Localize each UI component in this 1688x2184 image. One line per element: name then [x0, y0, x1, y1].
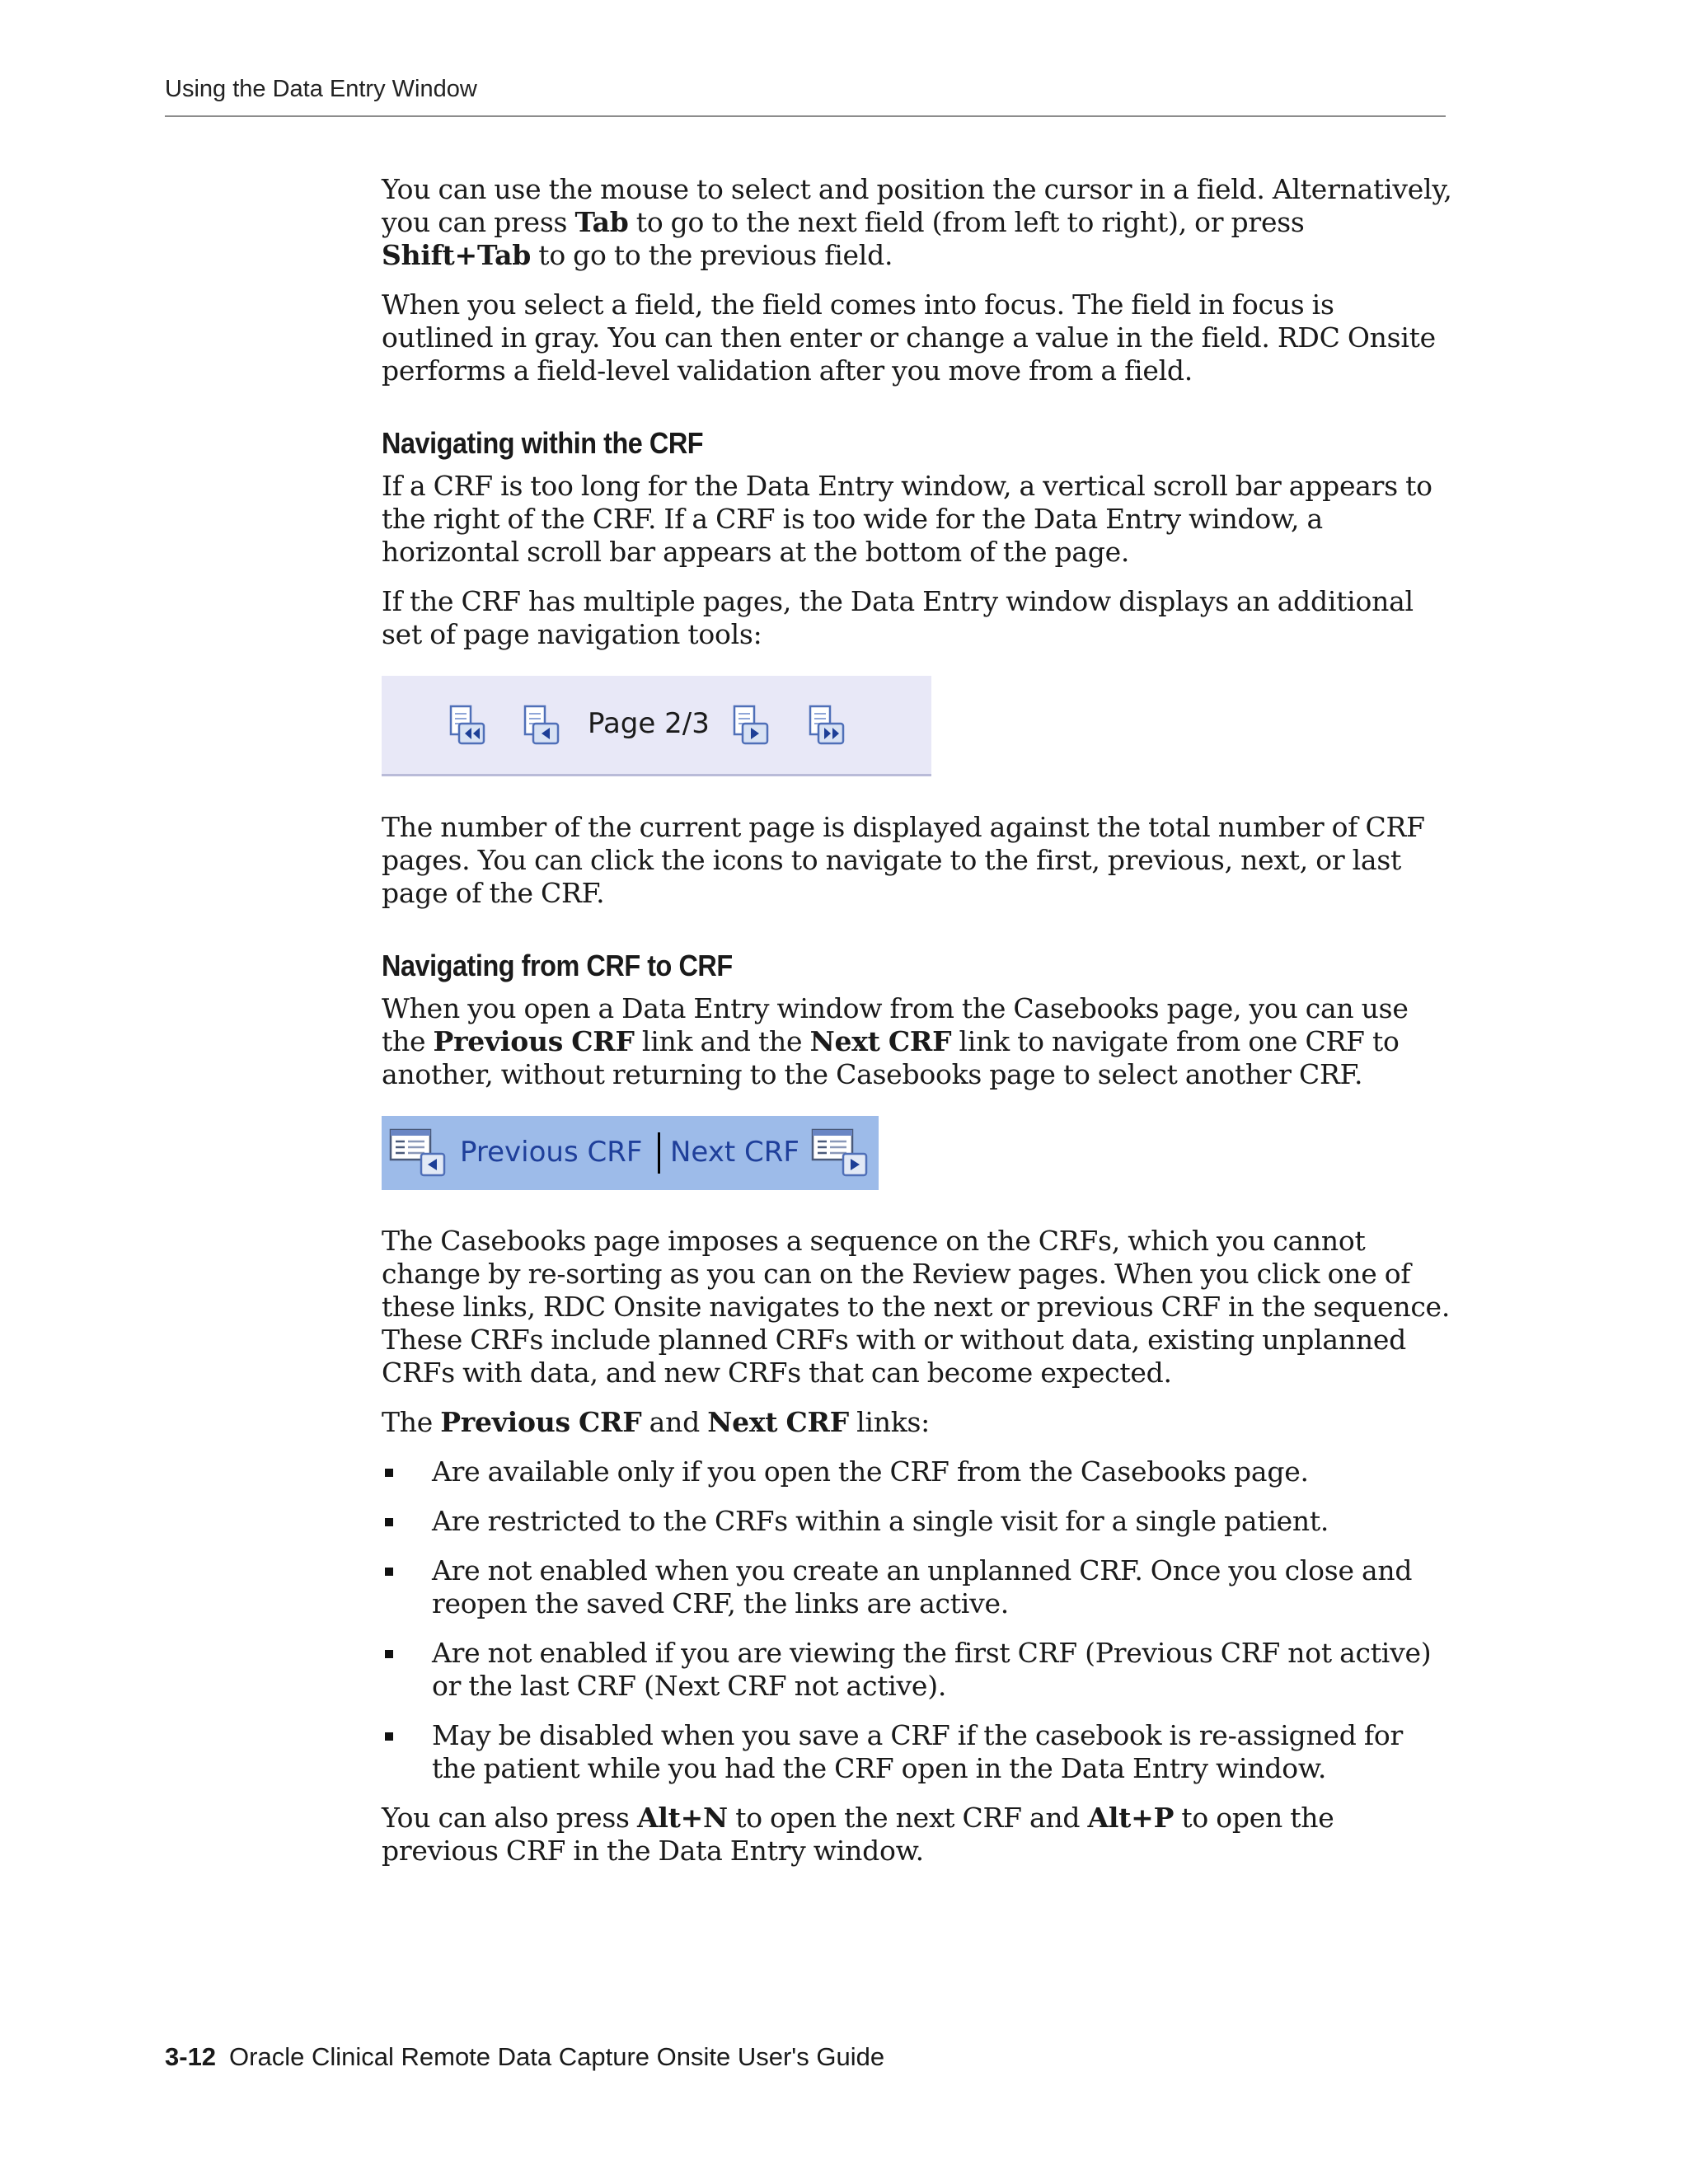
links-intro-paragraph: The Previous CRF and Next CRF links:: [382, 1406, 931, 1438]
list-item: Are not enabled when you create an unplanned CRF. Once you close and reopen the saved CRF, the links are active.: [382, 1554, 1453, 1620]
casebooks-paragraph: When you open a Data Entry window from the Casebooks page, you can use the Previous CRF link and the Next CRF link to navigate from one CRF to another, without returning to the Casebooks page to select another CRF.: [382, 992, 1409, 1090]
intro-paragraph-2: When you select a field, the field comes into focus. The field in focus is outlined in gray. You can then enter or change a value in the field. RDC Onsite performs a field-level validation after you move from a field.: [382, 288, 1436, 387]
running-footer: [165, 2042, 884, 2072]
page-indicator: Page 2/3: [588, 707, 710, 740]
bullet-square-icon: [385, 1568, 393, 1576]
next-crf-link[interactable]: Next CRF: [670, 1136, 799, 1169]
last-page-icon[interactable]: [804, 704, 848, 748]
list-item: Are available only if you open the CRF from the Casebooks page.: [382, 1455, 1453, 1488]
bullet-square-icon: [385, 1732, 393, 1741]
bullet-square-icon: [385, 1650, 393, 1658]
sequence-paragraph: The Casebooks page imposes a sequence on the CRFs, which you cannot change by re-sorting as you can on the Review pages. When you click one of these links, RDC Onsite navigates to the next or previous CRF in the sequence. These CRFs include planned CRFs with or without data, existing unplanned CRFs with data, and new CRFs that can become expected.: [382, 1225, 1451, 1389]
bullet-square-icon: [385, 1518, 393, 1526]
link-separator: [658, 1132, 660, 1174]
page-count-paragraph: The number of the current page is displayed against the total number of CRF pages. You can click the icons to navigate to the first, previous, next, or last page of the CRF.: [382, 811, 1425, 909]
bullet-square-icon: [385, 1469, 393, 1477]
intro-paragraph-1: You can use the mouse to select and position the cursor in a field. Alternatively, you can press Tab to go to the next field (from left to right), or press Shift+Tab to go to the previous field.: [382, 173, 1452, 271]
book-title: Oracle Clinical Remote Data Capture Onsite User's Guide: [229, 2042, 885, 2071]
page-content: [382, 173, 1453, 1884]
previous-crf-icon[interactable]: [388, 1127, 449, 1179]
previous-page-icon[interactable]: [518, 704, 563, 748]
header-rule: [165, 115, 1446, 117]
list-item: May be disabled when you save a CRF if the casebook is re-assigned for the patient while you had the CRF open in the Data Entry window.: [382, 1719, 1453, 1785]
page-number: 3-12: [165, 2042, 217, 2071]
list-item: Are not enabled if you are viewing the first CRF (Previous CRF not active) or the last CRF (Next CRF not active).: [382, 1637, 1453, 1703]
section-heading-within-crf: Navigating within the CRF: [382, 426, 704, 460]
links-bullet-list: [382, 1455, 1453, 1785]
next-crf-icon[interactable]: [810, 1127, 871, 1179]
scroll-bar-paragraph: If a CRF is too long for the Data Entry window, a vertical scroll bar appears to the right of the CRF. If a CRF is too wide for the Data Entry window, a horizontal scroll bar appears at the bottom of the page.: [382, 470, 1432, 568]
previous-crf-link[interactable]: Previous CRF: [460, 1136, 643, 1169]
crf-navigation-bar: [382, 1116, 879, 1190]
running-header: Using the Data Entry Window: [165, 76, 477, 102]
next-page-icon[interactable]: [728, 704, 772, 748]
shortcut-paragraph: You can also press Alt+N to open the next CRF and Alt+P to open the previous CRF in the Data Entry window.: [382, 1802, 1334, 1867]
multiple-pages-paragraph: If the CRF has multiple pages, the Data Entry window displays an additional set of page navigation tools:: [382, 585, 1414, 650]
list-item: Are restricted to the CRFs within a single visit for a single patient.: [382, 1505, 1453, 1538]
page-navigation-toolbar: [382, 676, 931, 776]
first-page-icon[interactable]: [444, 704, 489, 748]
section-heading-crf-to-crf: Navigating from CRF to CRF: [382, 949, 733, 982]
